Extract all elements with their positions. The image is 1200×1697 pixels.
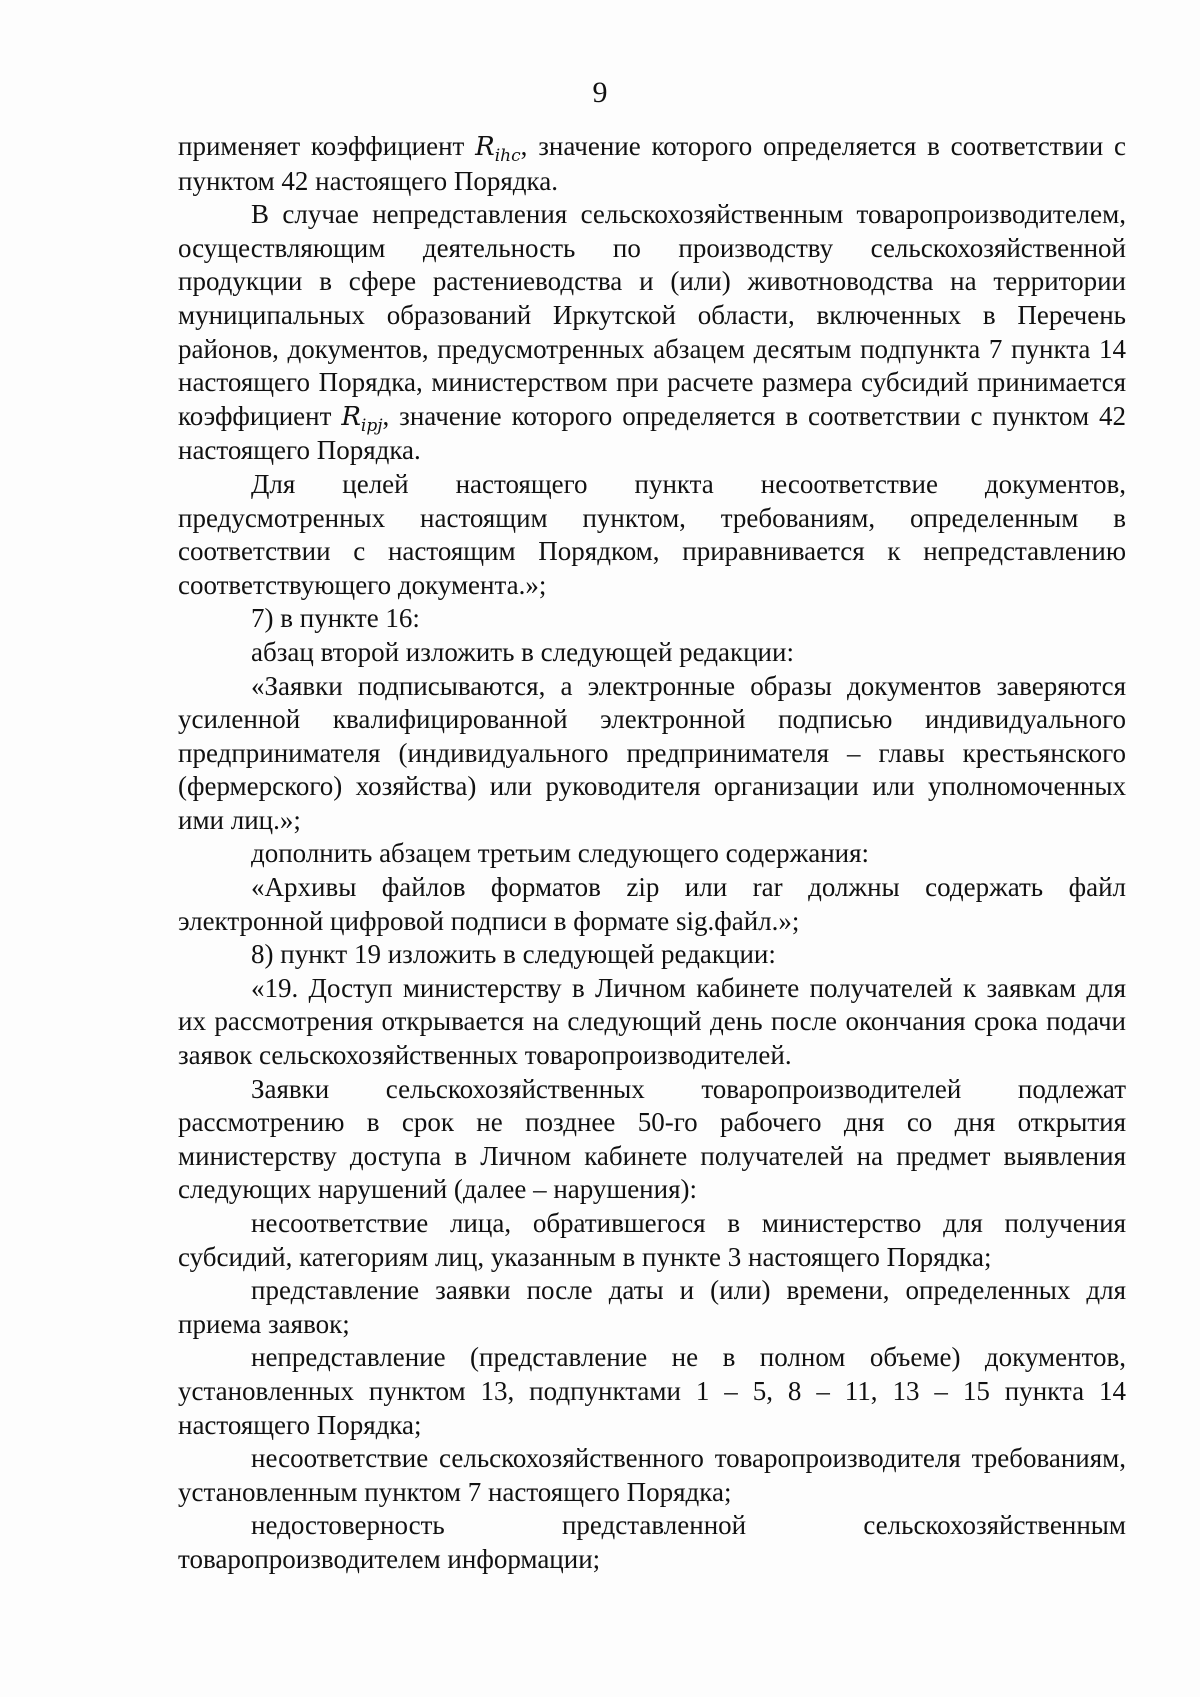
paragraph: Заявки сельскохозяйственных товаропроизводителей подлежат рассмотрению в срок не позднее 50-го рабочего дня со дня открытия министерству доступа в Личном кабинете получателей на предмет выявления следующих нарушений (далее – нарушения): xyxy=(178,1073,1126,1205)
coefficient-symbol: R xyxy=(475,132,495,162)
paragraph: «Архивы файлов форматов zip или rar должны содержать файл электронной цифровой подписи в формате sig.файл.»; xyxy=(178,872,1126,936)
document-text xyxy=(178,130,1126,1577)
paragraph: дополнить абзацем третьим следующего содержания: xyxy=(251,838,870,869)
coefficient-symbol: R xyxy=(341,401,361,432)
paragraph: несоответствие лица, обратившегося в министерство для получения субсидий, категориям лиц, указанным в пункте 3 настоящего Порядка; xyxy=(178,1208,1126,1272)
paragraph-continuation xyxy=(178,130,1126,198)
paragraph: недостоверность представленной сельскохозяйственным товаропроизводителем информации; xyxy=(178,1510,1126,1574)
paragraph: 8) пункт 19 изложить в следующей редакции: xyxy=(251,939,776,970)
paragraph: 7) в пункте 16: xyxy=(251,603,420,634)
paragraph: Для целей настоящего пункта несоответствие документов, предусмотренных настоящим пунктом, требованиям, определенным в соответствии с настоящим Порядком, приравнивается к непредставлению соответствующего документа.»; xyxy=(178,468,1126,600)
paragraph: «Заявки подписываются, а электронные образы документов заверяются усиленной квалифицированной электронной подписью индивидуального предпринимателя (индивидуального предпринимателя – главы крестьянского (фермерского) хозяйства) или руководителя организации или уполномоченных ими лиц.»; xyxy=(178,670,1126,835)
coefficient-subscript: ihc xyxy=(494,146,521,166)
paragraph-text: , значение которого определяется в соответствии с пунктом 42 настоящего Порядка. xyxy=(178,131,1126,196)
paragraph: непредставление (представление не в полном объеме) документов, установленных пунктом 13, подпунктами 1 – 5, 8 – 11, 13 – 15 пункта 14 настоящего Порядка; xyxy=(178,1342,1126,1440)
coefficient-r-ihc xyxy=(475,132,521,166)
paragraph: представление заявки после даты и (или) времени, определенных для приема заявок; xyxy=(178,1275,1126,1339)
coefficient-r-ipj xyxy=(341,401,383,436)
paragraph-text: В случае непредставления сельскохозяйственным товаропроизводителем, осуществляющим деятельность по производству сельскохозяйственной продукции в сфере растениеводства и (или) животноводства на территории муниципальных образований Иркутской области, включенных в Перечень районов, документов, предусмотренных абзацем десятым подпункта 7 пункта 14 настоящего Порядка, министерством при расчете размера субсидий принимается коэффициент xyxy=(178,199,1126,431)
paragraph xyxy=(178,198,1126,468)
paragraph-text: применяет коэффициент xyxy=(178,131,476,161)
paragraph: «19. Доступ министерству в Личном кабинете получателей к заявкам для их рассмотрения открывается на следующий день после окончания срока подачи заявок сельскохозяйственных товаропроизводителей. xyxy=(178,972,1126,1071)
paragraph: несоответствие сельскохозяйственного товаропроизводителя требованиям, установленным пунктом 7 настоящего Порядка; xyxy=(178,1443,1126,1507)
page-number: 9 xyxy=(592,76,608,109)
paragraph: абзац второй изложить в следующей редакции: xyxy=(251,636,794,667)
coefficient-subscript: ipj xyxy=(360,415,383,436)
paragraph-text: , значение которого определяется в соответствии с пунктом 42 настоящего Порядка. xyxy=(178,400,1127,466)
